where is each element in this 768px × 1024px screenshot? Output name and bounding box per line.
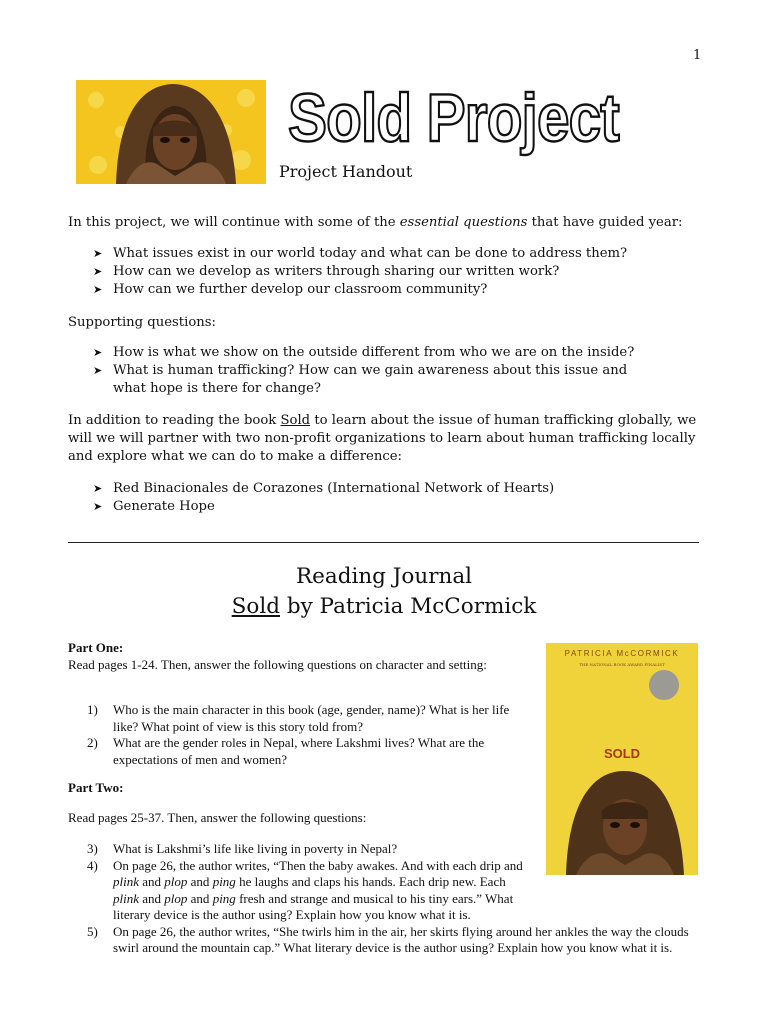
partner-paragraph: [68, 412, 700, 466]
cover-author: PATRICIA McCORMICK: [564, 649, 680, 658]
question-text-wrap: [113, 858, 523, 924]
arrow-bullet-icon: ➤: [93, 364, 103, 377]
reading-journal-byline: by Patricia McCormick: [279, 594, 537, 619]
girl-portrait-image: [76, 80, 266, 184]
list-item: [93, 344, 693, 362]
cover-title: SOLD: [603, 746, 641, 761]
intro-text-start: In this project, we will continue with some of the: [68, 215, 400, 230]
question-number: 3): [87, 841, 98, 856]
arrow-bullet-icon: ➤: [93, 283, 103, 296]
intro-text-end: that have guided year:: [527, 215, 683, 230]
part-one-label: Part One:: [68, 640, 124, 655]
list-item-text: What issues exist in our world today and what can be done to address them?: [113, 246, 628, 261]
question-item: [87, 924, 702, 957]
question-item: [87, 702, 537, 735]
list-item: [93, 263, 693, 281]
list-item-text: How is what we show on the outside different from who we are on the inside?: [113, 345, 635, 360]
q4-seg: fresh and strange and musical to his tiny ears.” What literary device is the author using? Explain how you know what it is.: [113, 890, 514, 922]
question-number: 2): [87, 735, 98, 750]
question-item: [87, 735, 537, 768]
cover-tagline: THE NATIONAL BOOK AWARD FINALIST: [579, 662, 665, 667]
list-item: [93, 245, 693, 263]
question-number: 1): [87, 702, 98, 717]
question-text: What is Lakshmi’s life like living in poverty in Nepal?: [113, 841, 398, 856]
list-item: [93, 498, 693, 516]
list-item-text: What is human trafficking? How can we gain awareness about this issue and what hope is there for change?: [113, 363, 628, 396]
arrow-bullet-icon: ➤: [93, 265, 103, 278]
q4-ital: plink: [113, 890, 139, 906]
q4-seg: and: [139, 890, 165, 906]
part-one-instructions: Read pages 1-24. Then, answer the following questions on character and setting:: [68, 656, 487, 672]
award-medal-icon: [649, 670, 679, 700]
list-item: [93, 362, 663, 398]
supporting-questions-list: [93, 344, 693, 398]
book-title-underlined: Sold: [280, 413, 311, 428]
q4-ital: ping: [212, 890, 236, 906]
part-two-label-text: Part Two:: [68, 780, 124, 795]
q4-seg: he laughs and claps his hands. Each drip new. Each: [235, 874, 506, 889]
question-number: 5): [87, 923, 98, 939]
q4-ital: ping: [212, 874, 236, 889]
list-item: [93, 281, 693, 299]
part-one-section: [68, 640, 508, 673]
arrow-bullet-icon: ➤: [93, 346, 103, 359]
part-one-questions: [87, 702, 537, 768]
reading-journal-book: Sold: [231, 594, 280, 619]
partner-text-end: to learn about the issue of human trafficking globally, we will we will partner with two non-profit organizations to learn about human trafficking locally and explore what we can do to make a difference:: [68, 413, 697, 464]
question-text: Who is the main character in this book (age, gender, name)? What is her life like? What point of view is this story told from?: [113, 702, 510, 734]
q4-ital: plop: [164, 874, 188, 889]
question-text: On page 26, the author writes, “She twirls him in the air, her skirts flying around her ankles the way the clouds swirl around the mountain cap.” What literary device is the author using? Explain how you know what it is.: [113, 923, 689, 955]
intro-emphasis: essential questions: [399, 215, 528, 230]
q4-seg: and: [187, 874, 213, 889]
arrow-bullet-icon: ➤: [93, 500, 103, 513]
q4-ital: plop: [164, 890, 188, 906]
partner-text-start: In addition to reading the book: [68, 413, 281, 428]
reading-journal-title: Reading Journal: [295, 564, 473, 589]
q4-seg: On page 26, the author writes, “Then the baby awakes. And with each drip and: [113, 857, 523, 873]
intro-paragraph: [68, 214, 708, 232]
question-number: 4): [87, 857, 98, 873]
part-two-instructions: Read pages 25-37. Then, answer the following questions:: [68, 810, 367, 825]
q4-ital: plink: [113, 874, 139, 889]
page-title: Sold Project: [288, 80, 619, 156]
reading-journal-byline-line: [0, 592, 768, 622]
reading-journal-heading: [0, 562, 768, 622]
q4-seg: and: [187, 890, 213, 906]
cover-portrait-image: [546, 765, 698, 875]
list-item: [93, 480, 693, 498]
list-item-text: How can we further develop our classroom community?: [113, 282, 488, 297]
section-divider: [68, 542, 699, 543]
list-item-text: Red Binacionales de Corazones (International Network of Hearts): [113, 481, 555, 496]
book-cover-image: [546, 643, 698, 875]
supporting-label: Supporting questions:: [68, 315, 216, 330]
question-text: [113, 858, 523, 924]
page-number: 1: [693, 48, 702, 63]
list-item-text: Generate Hope: [113, 499, 215, 514]
essential-questions-list: [93, 245, 693, 299]
question-text: What are the gender roles in Nepal, where Lakshmi lives? What are the expectations of men and women?: [113, 735, 485, 767]
arrow-bullet-icon: ➤: [93, 482, 103, 495]
part-two-label: [68, 780, 123, 797]
subtitle: Project Handout: [279, 162, 413, 181]
q4-seg: and: [139, 874, 165, 889]
list-item-text: How can we develop as writers through sharing our written work?: [113, 264, 560, 279]
organizations-list: [93, 480, 693, 516]
arrow-bullet-icon: ➤: [93, 247, 103, 260]
header-photo: [76, 80, 266, 184]
